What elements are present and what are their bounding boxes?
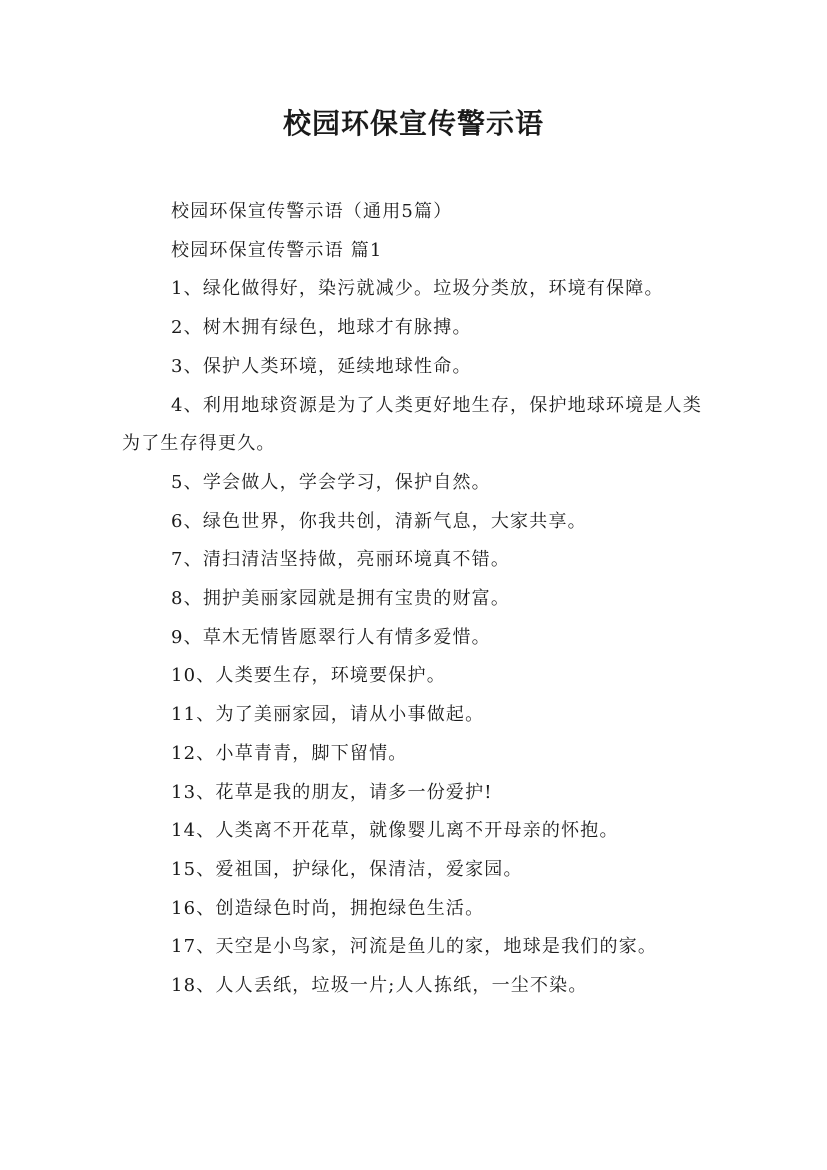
slogan-item: 15、爱祖国，护绿化，保清洁，爱家园。	[171, 858, 523, 880]
slogan-item: 10、人类要生存，环境要保护。	[171, 665, 446, 687]
slogan-item: 12、小草青青，脚下留情。	[171, 742, 408, 764]
slogan-item: 6、绿色世界，你我共创，清新气息，大家共享。	[171, 510, 587, 532]
slogan-item: 2、树木拥有绿色，地球才有脉搏。	[171, 317, 472, 339]
slogan-item: 5、学会做人，学会学习，保护自然。	[171, 471, 491, 493]
slogan-item: 1、绿化做得好，染污就减少。垃圾分类放，环境有保障。	[171, 278, 664, 300]
slogan-item: 13、花草是我的朋友，请多一份爱护!	[171, 781, 493, 803]
slogan-item: 14、人类离不开花草，就像婴儿离不开母亲的怀抱。	[171, 820, 619, 842]
page-title: 校园环保宣传警示语	[282, 107, 544, 140]
slogan-item: 3、保护人类环境，延续地球性命。	[171, 355, 472, 377]
slogan-item: 18、人人丢纸，垃圾一片;人人拣纸，一尘不染。	[171, 975, 588, 997]
slogan-item: 17、天空是小鸟家，河流是鱼儿的家，地球是我们的家。	[171, 936, 658, 958]
slogan-item: 7、清扫清洁坚持做，亮丽环境真不错。	[171, 549, 511, 571]
slogan-item: 9、草木无情皆愿翠行人有情多爱惜。	[171, 626, 491, 648]
section-heading: 校园环保宣传警示语 篇1	[171, 239, 383, 261]
slogan-item: 8、拥护美丽家园就是拥有宝贵的财富。	[171, 588, 511, 610]
slogan-item: 11、为了美丽家园，请从小事做起。	[171, 704, 485, 726]
subtitle: 校园环保宣传警示语（通用5篇）	[171, 201, 453, 222]
document-body	[122, 193, 708, 1006]
slogan-item: 16、创造绿色时尚，拥抱绿色生活。	[171, 897, 485, 919]
slogan-item: 4、利用地球资源是为了人类更好地生存，保护地球环境是人类为了生存得更久。	[122, 394, 703, 455]
